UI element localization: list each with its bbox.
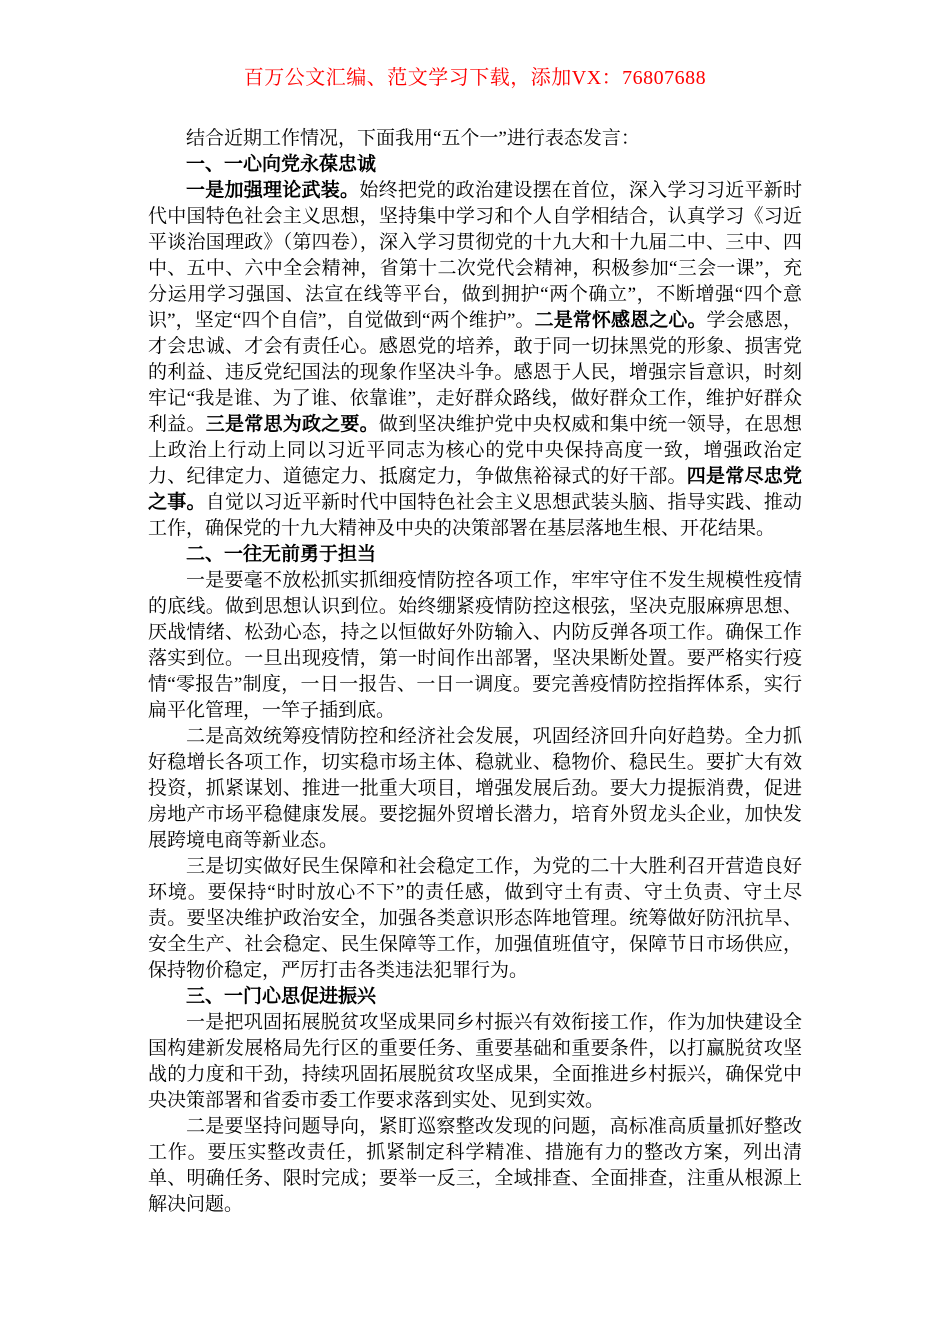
bold-text-run: 一、一心向党永葆忠诚 [186, 154, 377, 175]
document-body [148, 126, 802, 1218]
bold-text-run: 一是加强理论武装。 [186, 180, 360, 201]
text-run: 自觉以习近平新时代中国特色社会主义思想武装头脑、指导实践、推动工作，确保党的十九大精神及中央的决策部署在基层落地生根、开花结果。 [148, 492, 802, 539]
section-heading [148, 152, 802, 178]
paragraph [148, 854, 802, 984]
text-run: 始终把党的政治建设摆在首位，深入学习习近平新时代中国特色社会主义思想，坚持集中学习和个人自学相结合，认真学习《习近平谈治国理政》（第四卷），深入学习贯彻党的十九大和十九届二中、三中、四中、五中、六中全会精神，省第十二次党代会精神，积极参加“三会一课”，充分运用学习强国、法宣在线等平台，做到拥护“两个确立”，不断增强“四个意识”，坚定“四个自信”，自觉做到“两个维护”。 [148, 180, 802, 331]
paragraph [148, 126, 802, 152]
text-run: 一是把巩固拓展脱贫攻坚成果同乡村振兴有效衔接工作，作为加快建设全国构建新发展格局先行区的重要任务、重要基础和重要条件，以打赢脱贫攻坚战的力度和干劲，持续巩固拓展脱贫攻坚成果，全面推进乡村振兴，确保党中央决策部署和省委市委工作要求落到实处、见到实效。 [148, 1012, 802, 1111]
section-heading [148, 984, 802, 1010]
text-run: 二是高效统筹疫情防控和经济社会发展，巩固经济回升向好趋势。全力抓好稳增长各项工作，切实稳市场主体、稳就业、稳物价、稳民生。要扩大有效投资，抓紧谋划、推进一批重大项目，增强发展后劲。要大力提振消费，促进房地产市场平稳健康发展。要挖掘外贸增长潜力，培育外贸龙头企业，加快发展跨境电商等新业态。 [148, 726, 802, 851]
bold-text-run: 三、一门心思促进振兴 [186, 986, 377, 1007]
paragraph [148, 568, 802, 724]
text-run: 二是要坚持问题导向，紧盯巡察整改发现的问题，高标准高质量抓好整改工作。要压实整改责任，抓紧制定科学精准、措施有力的整改方案，列出清单、明确任务、限时完成；要举一反三，全域排查、全面排查，注重从根源上解决问题。 [148, 1116, 802, 1215]
paragraph [148, 1114, 802, 1218]
paragraph [148, 724, 802, 854]
text-run: 结合近期工作情况，下面我用“五个一”进行表态发言： [186, 128, 640, 149]
text-run: 做到坚决维护党中央权威和集中统一领导，在思想上政治上行动上同以习近平同志为核心的党中央保持高度一致，增强政治定力、纪律定力、道德定力、抵腐定力，争做焦裕禄式的好干部。 [148, 414, 802, 487]
paragraph [148, 178, 802, 542]
text-run: 三是切实做好民生保障和社会稳定工作，为党的二十大胜利召开营造良好环境。要保持“时时放心不下”的责任感，做到守土有责、守土负责、守土尽责。要坚决维护政治安全，加强各类意识形态阵地管理。统筹做好防汛抗旱、安全生产、社会稳定、民生保障等工作，加强值班值守，保障节日市场供应，保持物价稳定，严厉打击各类违法犯罪行为。 [148, 856, 802, 981]
promo-banner: 百万公文汇编、范文学习下载，添加VX：76807688 [243, 67, 707, 89]
bold-text-run: 三是常思为政之要。 [205, 414, 379, 435]
bold-text-run: 二、一往无前勇于担当 [186, 544, 377, 565]
section-heading [148, 542, 802, 568]
paragraph [148, 1010, 802, 1114]
text-run: 学会感恩，才会忠诚、才会有责任心。感恩党的培养，敢于同一切抹黑党的形象、损害党的利益、违反党纪国法的现象作坚决斗争。感恩于人民，增强宗旨意识，时刻牢记“我是谁、为了谁、依靠谁”，走好群众路线，做好群众工作，维护好群众利益。 [148, 310, 802, 435]
bold-text-run: 二是常怀感恩之心。 [534, 310, 707, 331]
bold-text-run: 四是常尽忠党之事。 [148, 466, 802, 513]
text-run: 一是要毫不放松抓实抓细疫情防控各项工作，牢牢守住不发生规模性疫情的底线。做到思想认识到位。始终绷紧疫情防控这根弦，坚决克服麻痹思想、厌战情绪、松劲心态，持之以恒做好外防输入、内防反弹各项工作。确保工作落实到位。一旦出现疫情，第一时间作出部署，坚决果断处置。要严格实行疫情“零报告”制度，一日一报告、一日一调度。要完善疫情防控指挥体系，实行扁平化管理，一竿子插到底。 [148, 570, 802, 721]
